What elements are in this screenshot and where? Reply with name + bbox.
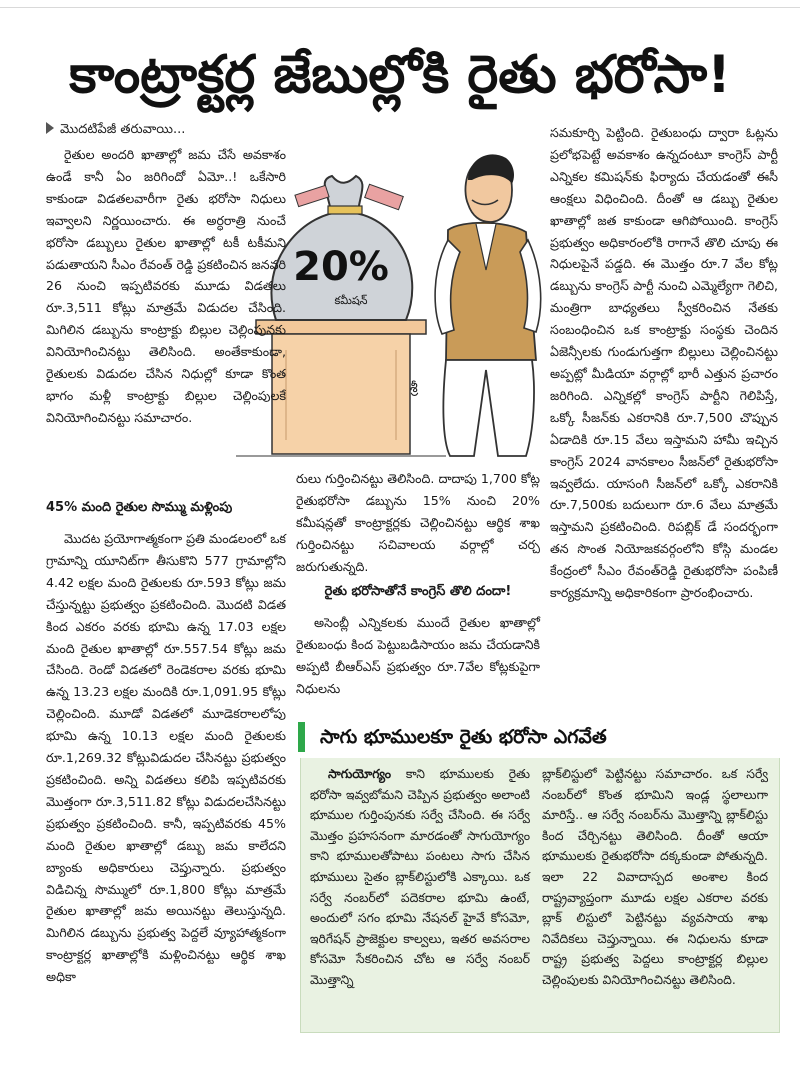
sidebar-box-paragraph-2: బ్లాక్‌లిస్టులో పెట్టినట్టు సమాచారం. ఒక సర్వే నంబర్‌లో కొంత భూమిని ఇండ్ల స్థలాలుగా మారిస్తే.. ఆ సర్వే నంబర్‌ను మొత్తాన్ని బ్లాక్‌లిస్టు కింద చేర్చినట్టు తెలిసింది. దీంతో ఆయా భూములకు రైతుభరోసా దక్కకుండా పోతున్నది. ఇలా 22 వివాదాస్పద అంశాల కింద రాష్ట్రవ్యాప్తంగా మూడు లక్షల ఎకరాల వరకు బ్లాక్ లిస్టులో పెట్టినట్టు వ్యవసాయ శాఖ నివేదికలు చెప్తున్నాయి. ఈ నిధులను కూడా రాష్ట్ర ప్రభుత్వ పెద్దలు కాంట్రాక్టర్ల బిల్లుల చెల్లింపులకు వినియోగించినట్టు తెలిసింది. <box>542 766 768 987</box>
column-1-body <box>46 528 286 988</box>
sidebar-box-paragraph-1 <box>310 764 530 991</box>
column-2-top <box>296 468 540 578</box>
sidebar-box-title <box>296 718 782 758</box>
sidebar-box-column-2 <box>542 764 768 991</box>
politician-figure <box>435 154 541 456</box>
column-2-body <box>296 612 540 700</box>
sidebar-box-heading: సాగు భూములకూ రైతు భరోసా ఎగవేత <box>320 726 607 748</box>
money-bag <box>271 176 412 320</box>
headline: కాంట్రాక్టర్ల జేబుల్లోకి రైతు భరోసా! <box>69 45 731 105</box>
artist-signature: శ్రీ <box>410 380 418 396</box>
column-1-intro <box>46 144 286 429</box>
column-2-paragraph-2: అసెంబ్లీ ఎన్నికలకు ముందే రైతుల ఖాతాల్లో రైతుబంధు కింద పెట్టుబడిసాయం జమ చేయడానికి అప్పటి బీఆర్ఎస్ ప్రభుత్వం రూ.7వేల కోట్లకుపైగా నిధులను <box>296 615 540 696</box>
top-rule <box>0 0 800 10</box>
subhead-congress <box>296 584 540 602</box>
subhead-text: 45% మంది రైతుల సొమ్ము మళ్లింపు <box>46 500 233 515</box>
column-3 <box>550 122 778 604</box>
bag-percent-text: 20% <box>293 244 389 290</box>
play-arrow-icon <box>46 122 54 134</box>
column-3-paragraph: సమకూర్చి పెట్టింది. రైతుబంధు ద్వారా ఓట్లను ప్రలోభపెట్టే అవకాశం ఉన్నదంటూ కాంగ్రెస్ పార్టీ ఎన్నికల కమిషన్‌కు ఫిర్యాదు చేయడంతో ఈసీ ఆంక్షలు విధించింది. దీంతో ఆ డబ్బు రైతుల ఖాతాల్లో జత కాకుండా ఆగిపోయింది. కాంగ్రెస్ ప్రభుత్వం అధికారంలోకి రాగానే తొలి చూపు ఈ నిధులపైనే పడ్డది. ఈ మొత్తం రూ.7 వేల కోట్ల డబ్బును కాంగ్రెస్ పార్టీ నుంచి ఎమ్మెల్యేగా గెలిచి, మంత్రిగా బాధ్యతలు స్వీకరించిన నేతకు సంబంధించిన ఒక కాంట్రాక్టు సంస్థకు చెందిన ఏజెన్సీలకు గుండుగుత్తగా బిల్లులు చెల్లించినట్టు అప్పట్లో మీడియా వర్గాల్లో భారీ ఎత్తున ప్రచారం జరిగింది. ఎన్నికల్లో కాంగ్రెస్ పార్టీని గెలిపిస్తే, ఒక్కో సీజన్‌కు ఎకరానికి రూ.7,500 చొప్పున ఏడాదికి రూ.15 వేలు ఇస్తామని హామీ ఇచ్చిన కాంగ్రెస్ 2024 వానకాలం సీజన్‌లో రైతుభరోసా ఇవ్వలేదు. యాసంగి సీజన్‌లో ఒక్కో ఎకరానికి రూ.7,500కు బదులుగా రూ.6 వేలు మాత్రమే ఇస్తామని ప్రకటించింది. రిపబ్లిక్ డే సందర్భంగా తన సొంత నియోజకవర్గంలోని కోస్గి మండల కేంద్రంలో సీఎం రేవంత్‌రెడ్డి రైతుభరోసా పంపిణీ కార్యక్రమాన్ని అధికారికంగా ప్రారంభించారు. <box>550 125 778 601</box>
subhead-45-percent <box>46 500 286 518</box>
subhead-text: రైతు భరోసాతోనే కాంగ్రెస్ తొలి దందా! <box>324 584 512 599</box>
bag-caption-text: కమీషన్ <box>334 294 368 307</box>
column-1-paragraph-1: రైతుల అందరి ఖాతాల్లో జమ చేసే అవకాశం ఉండే కానీ ఏం జరిగిందో ఏమో..! ఒకేసారి కాకుండా విడతలవారీగా రైతు భరోసా నిధులు ఇవ్వాలని నిర్ణయించారు. ఈ అర్ధరాత్రి నుంచే భరోసా డబ్బులు రైతుల ఖాతాల్లో టకీ టకీమని పడుతాయని సీఎం రేవంత్ రెడ్డి ప్రకటించిన జనవరి 26 నుంచి ఇప్పటివరకు మూడు విడతలు రూ.3,511 కోట్లు మాత్రమే విడుదల చేసింది. మిగిలిన డబ్బును కాంట్రాక్టు బిల్లుల చెల్లింపునకు వినియోగించినట్టు తెలిసింది. అంతేకాకుండా, రైతులకు విడుదల చేసిన నిధుల్లో కూడా కొంత భాగం మళ్లీ కాంట్రాక్టు బిల్లుల చెల్లింపులకే వినియోగించినట్టు సమాచారం. <box>46 147 286 425</box>
sidebar-box-column-1 <box>310 764 530 991</box>
column-1-paragraph-2: మొదట ప్రయోగాత్మకంగా ప్రతి మండలంలో ఒక గ్రామాన్ని యూనిట్‌గా తీసుకొని 577 గ్రామాల్లోని 4.42 లక్షల మంది రైతులకు రూ.593 కోట్లు జమ చేస్తున్నట్టు ప్రభుత్వం ప్రకటించింది. మొదటి విడత కింద ఎకరం వరకు భూమి ఉన్న 17.03 లక్షల మంది రైతుల ఖాతాల్లో రూ.557.54 కోట్లు జమ చేసింది. రెండో విడతలో రెండెకరాల వరకు భూమి ఉన్న 13.23 లక్షల మందికి రూ.1,091.95 కోట్లు చెల్లించింది. మూడో విడతలో మూడెకరాలలోపు భూమి ఉన్న 10.13 లక్షల మంది రైతులకు రూ.1,269.32 కోట్లువిడుదల చేసినట్టు ప్రభుత్వం ప్రకటించింది. అన్ని విడతలు కలిపి ఇప్పటివరకు మొత్తంగా రూ.3,511.82 కోట్లు విడుదలచేసినట్టు ప్రభుత్వం ప్రకటించింది. కానీ, ఇప్పటివరకు 45% మంది రైతుల ఖాతాల్లో డబ్బు జమ కాలేదని బ్యాంకు అధికారులు చెప్తున్నారు. ప్రభుత్వం విడిచిన్న సొమ్ములో రూ.1,800 కోట్లు మాత్రమే రైతుల ఖాతాల్లో జమ అయినట్టు తెలుస్తున్నది. మిగిలిన డబ్బును ప్రభుత్వ పెద్దలే వ్యూహాత్మకంగా కాంట్రాక్టర్ల ఖాతాల్లోకి మళ్లించినట్టు ఆర్థిక శాఖ అధికా <box>46 531 286 985</box>
continuation-kicker <box>46 122 185 140</box>
sidebar-box-paragraph-1-text: కాని భూములకు రైతు భరోసా ఇవ్వబోమని చెప్పిన ప్రభుత్వం అలాంటి భూముల గుర్తింపునకు సర్వే చేసింది. ఈ సర్వే మొత్తం ప్రహసనంగా మారడంతో సాగుయోగ్యం కాని భూములతోపాటు పంటలు సాగు చేసిన భూములు సైతం బ్లాక్‌లిస్టులోకి ఎక్కాయి. ఒక సర్వే నంబర్‌లో పదెకరాల భూమి ఉంటే, అందులో సగం భూమి నేషనల్ హైవే కోసమో, ఇరిగేషన్ ప్రాజెక్టుల కాల్వలు, ఇతర అవసరాల కోసమో సేకరించిన చోట ఆ సర్వే నంబర్ మొత్తాన్ని <box>310 766 530 987</box>
column-2-paragraph-1: రులు గుర్తించినట్టు తెలిసింది. దాదాపు 1,700 కోట్ల రైతుభరోసా డబ్బును 15% నుంచి 20% కమీషన్లతో కాంట్రాక్టర్లకు చెల్లించినట్టు ఆర్థిక శాఖ గుర్తించినట్టు సచివాలయ వర్గాల్లో చర్చ జరుగుతున్నది. <box>296 471 540 574</box>
green-accent-bar <box>298 722 305 752</box>
kicker-text: మొదటిపేజీ తరువాయి... <box>60 122 186 137</box>
lead-word: సాగుయోగ్యం <box>328 766 392 781</box>
